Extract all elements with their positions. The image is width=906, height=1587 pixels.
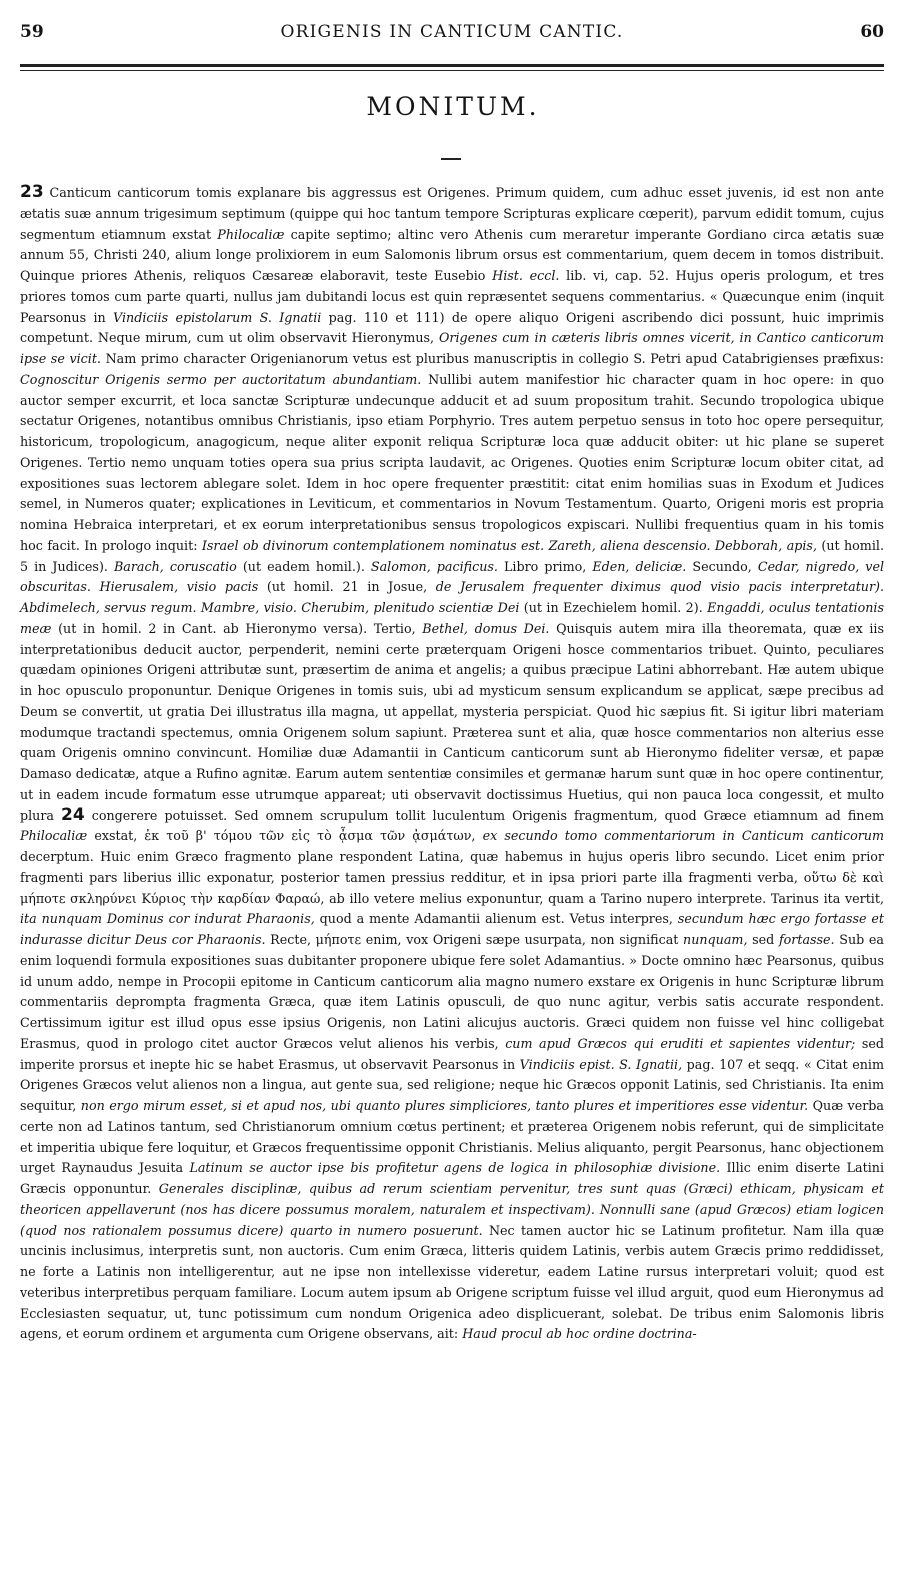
text-segment: Generales disciplinæ, quibus ad rerum scientiam pervenitur, tres sunt quas (Græci) ethicam, physicam et theoricen appellaverunt (nos has dicere possumus moralem, naturalem et inspectivam). Nonnulli sane (apud Græcos) etiam logicen (quod nos rationalem possumus dicere) quarto in numero posuerunt.: [20, 1181, 885, 1238]
text-segment: (ut homil. 21 in Josue,: [258, 579, 436, 595]
text-segment: Origenes cum in cæteris libris omnes vicerit, in Cantico canticorum ipse se vicit.: [20, 330, 884, 366]
text-segment: (ut eadem homil.).: [236, 558, 371, 574]
text-segment: Barach, coruscatio: [113, 558, 237, 574]
text-segment: Recte, μήποτε enim, vox Origeni sæpe usurpata, non significat: [265, 932, 684, 947]
text-segment: Nullibi autem manifestior hic character quam in hoc opere: in quo auctor semper excurrit, et loca sanctæ Scripturæ undecunque adducit et ad suum propositum trahit. Secundo tropologica ubique sectatur Origenes, notantibus omnibus Christianis, ipso etiam Porphyrio. Tres autem perpetuo sensus in toto hoc opere persequitur, historicum, tropologicum, anagogicum, neque aliter exponit reliqua Scripturæ loca quæ adducit obiter: ut hic plane se superet Origenes. Tertio nemo unquam toties opera sua prius scripta laudavit, ac Origenes. Quoties enim Scripturæ locum obiter citat, ad expositiones suas lectorem ablegare solet. Idem in hoc opere frequenter præstitit: citat enim homilias suas in Exodum et Judices semel, in Numeros quater; explicationes in Leviticum, et commentarios in Novum Testamentum. Quarto, Origeni moris est propria nomina Hebraica interpretari, et ex eorum interpretationibus sensus tropologicos expiscari. Nullibi frequentius quam in his tomis hoc facit. In prologo inquit:: [20, 371, 884, 553]
text-segment: congerere potuisset. Sed omnem scrupulum tollit luculentum Origenis fragmentum, quod Græce etiamnum ad finem: [84, 807, 884, 823]
text-segment: Nec tamen auctor hic se Latinum profitetur. Nam illa quæ uncinis inclusimus, interpretis sunt, non auctoris. Cum enim Græca, litteris quidem Latinis, verbis autem Græcis primo reddidisset, ne forte a Latinis non intelligerentur, aut ne ipse non intellexisse videretur, eadem Latine rursus interpretari voluit; quod est veteribus interpretibus perquam familiare. Locum autem ipsum ab Origene scriptum fuisse vel illud arguit, quod eum Hieronymus ad Ecclesiasten sequatur, ut, tunc potissimum cum nondum Origenica adeo displicuerant, solebat. De tribus enim Salomonis libris agens, et eorum ordinem et argumenta cum Origene observans, ait:: [20, 1222, 884, 1342]
text-segment: lib. vi, cap. 52. Hujus operis prologum, et tres priores tomos cum parte quarti, nullus jam dubitandi locus est quin repræsentet sequens commentarius. « Quæcunque enim (inquit Pearsonus in: [20, 268, 884, 325]
text-segment: sed imperite prorsus et inepte hic se habet Erasmus, ut observavit Pearsonus in: [20, 1035, 884, 1072]
text-segment: Latinum se auctor ipse bis profitetur agens de logica in philosophiæ divisione.: [189, 1160, 721, 1176]
text-segment: fortasse.: [778, 932, 835, 947]
text-segment: (ut in Ezechielem homil. 2).: [519, 600, 708, 615]
column-marker-23: 23: [20, 182, 44, 202]
text-segment: sed: [747, 932, 779, 947]
text-segment: Salomon, pacificus.: [370, 558, 498, 574]
text-segment: quod a mente Adamantii alienum est. Vetus interpres,: [314, 911, 678, 927]
text-segment: Eden, deliciæ.: [592, 558, 687, 574]
text-segment: Engaddi, oculus tentationis meæ: [20, 600, 884, 636]
text-segment: Cedar, nigredo, vel obscuritas. Hierusalem, visio pacis: [20, 558, 885, 595]
text-segment: Haud procul ab hoc ordine doctrina-: [462, 1326, 697, 1342]
text-segment: Israel ob divinorum contemplationem nominatus est. Zareth, aliena descensio. Debborah, apis,: [201, 537, 817, 553]
text-segment: de Jerusalem frequenter diximus quod visio pacis interpretatur). Abdimelech, servus regum. Mambre, visio. Cherubim, plenitudo scientiæ Dei: [20, 579, 885, 615]
text-segment: Bethel, domus Dei.: [422, 620, 550, 636]
text-segment: Libro primo,: [497, 558, 593, 574]
text-segment: Philocaliæ: [217, 226, 285, 242]
page-number-right: 60: [860, 22, 884, 42]
text-segment: secundum hæc ergo fortasse et indurasse dicitur Deus cor Pharaonis.: [20, 911, 884, 947]
header-rule-thick: [20, 64, 884, 67]
text-segment: Quisquis autem mira illa theoremata, quæ ex iis interpretationibus deducit auctor, perpenderit, nemini certe præterquam Origeni hosce commentarios tribuet. Quinto, peculiares quædam opiniones Origeni attributæ sunt, præsertim de anima et angelis; a quibus præcipue Latini abhorrebant. Hæ autem ubique in hoc opusculo proponuntur. Denique Origenes in tomis suis, ubi ad mysticum sensum explicandum se applicat, sæpe precibus ad Deum se convertit, ut gratia Dei illustratus illa magna, ut appellat, mysteria perspiciat. Quod hic sæpius fit. Si igitur libri materiam modumque tractandi spectemus, omnia Origenem solum sapiunt. Præterea sunt et alia, quæ hosce commentarios non alterius esse quam Origenis omnino convincunt. Homiliæ duæ Adamantii in Canticum canticorum sunt ab Hieronymo fideliter versæ, et papæ Damaso dedicatæ, atque a Rufino agnitæ. Earum autem sententiæ consimiles et germanæ harum sunt quæ in hoc opere continentur, ut in eadem incude formatum esse utrumque appareat; uti observavit doctissimus Huetius, qui non pauca loca congessit, et multo plura: [20, 620, 884, 823]
text-segment: Canticum canticorum tomis explanare bis aggressus est Origenes. Primum quidem, cum adhuc esset juvenis, id est non ante ætatis suæ annum trigesimum septimum (quippe qui hoc tantum tempore Scripturas explicare cœperit), parvum edidit tomum, cujus segmentum etiamnum exstat: [20, 185, 884, 242]
text-segment: Cognoscitur Origenis sermo per auctoritatum abundantiam.: [20, 371, 422, 387]
text-segment: pag. 110 et 111) de opere aliquo Origeni ascribendo dici possunt, huic imprimis competunt. Neque mirum, cum ut olim observavit Hieronymus,: [20, 309, 884, 346]
text-segment: capite septimo; altinc vero Athenis cum meraretur imperante Gordiano circa ætatis suæ annum 55, Christi 240, alium longe prolixiorem in eum Salomonis librum orsus est commentarium, quem decem in tomos distribuit. Quinque priores Athenis, reliquos Cæsareæ elaboravit, teste Eusebio: [20, 226, 884, 283]
text-segment: Secundo,: [686, 558, 758, 574]
text-segment: (ut homil. 5 in Judices).: [20, 537, 884, 574]
column-marker-24: 24: [61, 804, 85, 825]
text-segment: pag. 107 et seqq. « Citat enim Origenes Græcos velut alienos non a lingua, aut gente sua, sed religione; neque hic Græcos opponit Latinis, sed Christianis. Ita enim sequitur,: [20, 1056, 884, 1113]
text-segment: Philocaliæ: [20, 828, 88, 844]
text-segment: Nam primo character Origenianorum vetus est pluribus manuscriptis in collegio S. Petri apud Catabrigienses præfixus:: [100, 351, 884, 366]
text-segment: Hist. eccl.: [492, 268, 560, 283]
text-segment: ex secundo tomo commentariorum in Canticum canticorum: [482, 828, 884, 844]
text-segment: decerptum. Huic enim Græco fragmento plane respondent Latina, quæ habemus in hujus operis libro secundo. Licet enim prior fragmenti pars liberius illic exponatur, posterior tamen pressius redditur, et in ipsa priori parte illa fragmenti verba, οὕτω δὲ καὶ μήποτε σκληρύνει Κύριος τὴν καρδίαν Φαραώ, ab illo vetere melius exponuntur, quam a Tarino nupero interprete. Tarinus ita vertit,: [20, 849, 884, 906]
text-segment: Illic enim diserte Latini Græcis opponuntur.: [20, 1160, 884, 1196]
page-number-left: 59: [20, 22, 44, 42]
text-segment: Vindiciis epistolarum S. Ignatii: [113, 309, 322, 325]
body-text: [20, 183, 884, 1345]
text-segment: (ut in homil. 2 in Cant. ab Hieronymo versa). Tertio,: [51, 620, 423, 636]
body-paragraph: [20, 183, 884, 1345]
page-title: MONITUM.: [366, 92, 540, 121]
title-dash: [441, 158, 461, 160]
text-segment: non ergo mirum esset, si et apud nos, ubi quanto plures simpliciores, tanto plures et imperitiores esse videntur.: [80, 1098, 809, 1113]
text-segment: Quæ verba certe non ad Latinos tantum, sed Christianorum omnium cœtus pertinent; et præterea Origenem nobis referunt, qui de simplicitate et imperitia ubique fere loquitur, et Græcos frequentissime opponit Christianis. Melius aliquanto, pergit Pearsonus, hanc objectionem urget Raynaudus Jesuita: [20, 1098, 884, 1176]
text-segment: cum apud Græcos qui eruditi et sapientes videntur;: [505, 1035, 856, 1051]
page-header: [20, 22, 884, 46]
text-segment: Sub ea enim loquendi formula expositiones suas dubitanter proponere ubique fere solet Adamantius. » Docte omnino hæc Pearsonus, quibus id unum addo, nempe in Procopii epitome in Canticum canticorum alia magno numero exstare ex Origenis in hunc Scripturæ librum commentariis deprompta fragmenta Græca, quæ item Latinis opusculi, de quo nunc agitur, verbis satis accurate respondent. Certissimum igitur est illud opus esse ipsius Origenis, non Latini alicujus auctoris. Græci quidem non fuisse vel hinc colligebat Erasmus, quod in prologo citet auctor Græcos velut alienos his verbis,: [20, 932, 884, 1051]
text-segment: ita nunquam Dominus cor indurat Pharaonis,: [20, 911, 315, 927]
header-rule-thin: [20, 70, 884, 71]
running-title: ORIGENIS IN CANTICUM CANTIC.: [280, 22, 624, 42]
text-segment: exstat, ἐκ τοῦ β' τόμου τῶν εἰς τὸ ᾆσμα τῶν ᾀσμάτων,: [87, 828, 483, 844]
text-segment: Vindiciis epist. S. Ignatii,: [519, 1056, 683, 1072]
text-segment: nunquam,: [683, 932, 748, 947]
